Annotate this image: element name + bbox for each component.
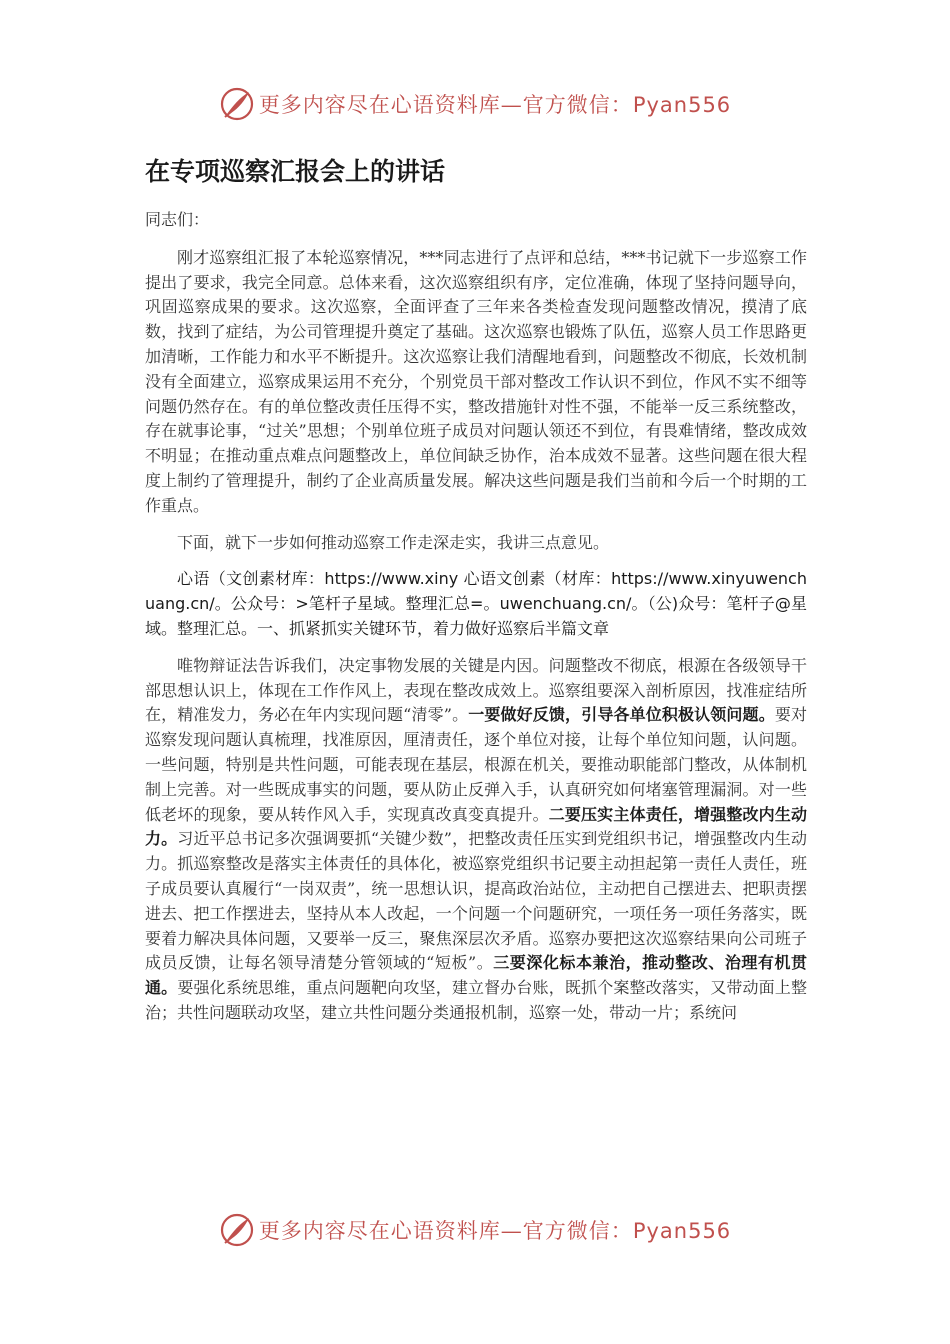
point-one-body: 要对巡察发现问题认真梳理，找准原因，厘清责任，逐个单位对接，让每个单位知问题，认问题。一些问题，特别是共性问题，可能表现在基层，根源在机关，要推动职能部门整改，从体制机制上完善。对一些既成事实的问题，要从防止反弹入手，认真研究如何堵塞管理漏洞。对一些低老坏的现象，要从转作风入手，实现真改真变真提升。	[145, 705, 807, 824]
salutation: 同志们：	[145, 210, 210, 229]
footer-wechat-account: Pyan556	[632, 1219, 732, 1243]
header-banner	[0, 84, 950, 124]
page-title: 在专项巡察汇报会上的讲话	[145, 157, 446, 186]
paragraph-3-watermark-heading: 心语（文创素材库：https://www.xiny 心语文创素（材库：https://www.xinyuwenchuang.cn/。公众号：>笔杆子星域。整理汇总=。uwenchuang.cn/。（公)众号：笔杆子@星域。整理汇总。一、抓紧抓实关键环节，着力做好巡察后半篇文章	[145, 569, 807, 638]
paragraph-2: 下面，就下一步如何推动巡察工作走深走实，我讲三点意见。	[177, 532, 610, 552]
paragraph-4-intro: 唯物辩证法告诉我们，决定事物发展的关键是内因。问题整改不彻底，根源在各级领导干部思想认识上，体现在工作作风上，表现在整改成效上。巡察组要深入剖析原因，找准症结所在，精准发力，务必在年内实现问题“清零”。	[145, 655, 807, 725]
point-one-heading: 一要做好反馈，引导各单位积极认领问题。	[468, 705, 775, 725]
point-two-heading: 二要压实主体责任，增强整改内生动力。	[145, 804, 807, 849]
footer-banner	[0, 1210, 950, 1250]
header-banner-text: 更多内容尽在心语资料库—官方微信：Pyan556	[258, 93, 732, 117]
quill-logo-icon	[219, 1212, 255, 1248]
point-two-body: 习近平总书记多次强调要抓“关键少数”，把整改责任压实到党组织书记，增强整改内生动力。抓巡察整改是落实主体责任的具体化，被巡察党组织书记要主动担起第一责任人责任，班子成员要认真履行“一岗双责”，统一思想认识，提高政治站位，主动把自己摆进去、把职责摆进去、把工作摆进去，坚持从本人改起，一个问题一个问题研究，一项任务一项任务落实，既要着力解决具体问题，又要举一反三，聚焦深层次矛盾。巡察办要把这次巡察结果向公司班子成员反馈，让每名领导清楚分管领域的“短板”。	[145, 829, 807, 973]
quill-logo-icon	[219, 86, 255, 122]
document-body	[145, 150, 807, 1026]
point-three-heading: 三要深化标本兼治，推动整改、治理有机贯通。	[145, 953, 807, 998]
header-wechat-account: Pyan556	[632, 93, 732, 117]
point-three-body: 要强化系统思维，重点问题靶向攻坚，建立督办台账，既抓个案整改落实，又带动面上整治；共性问题联动攻坚，建立共性问题分类通报机制，巡察一处，带动一片；系统问	[145, 978, 807, 1022]
paragraph-1: 刚才巡察组汇报了本轮巡察情况，***同志进行了点评和总结，***书记就下一步巡察工作提出了要求，我完全同意。总体来看，这次巡察组织有序，定位准确，体现了坚持问题导向，巩固巡察成果的要求。这次巡察，全面评查了三年来各类检查发现问题整改情况，摸清了底数，找到了症结，为公司管理提升奠定了基础。这次巡察也锻炼了队伍，巡察人员工作思路更加清晰，工作能力和水平不断提升。这次巡察让我们清醒地看到，问题整改不彻底，长效机制没有全面建立，巡察成果运用不充分，个别党员干部对整改工作认识不到位，作风不实不细等问题仍然存在。有的单位整改责任压得不实，整改措施针对性不强，不能举一反三系统整改，存在就事论事，“过关”思想；个别单位班子成员对问题认领还不到位，有畏难情绪，整改成效不明显；在推动重点难点问题整改上，单位间缺乏协作，治本成效不显著。这些问题在很大程度上制约了管理提升，制约了企业高质量发展。解决这些问题是我们当前和今后一个时期的工作重点。	[145, 247, 807, 515]
footer-banner-text: 更多内容尽在心语资料库—官方微信：Pyan556	[258, 1219, 732, 1243]
paragraph-4	[145, 654, 807, 1026]
